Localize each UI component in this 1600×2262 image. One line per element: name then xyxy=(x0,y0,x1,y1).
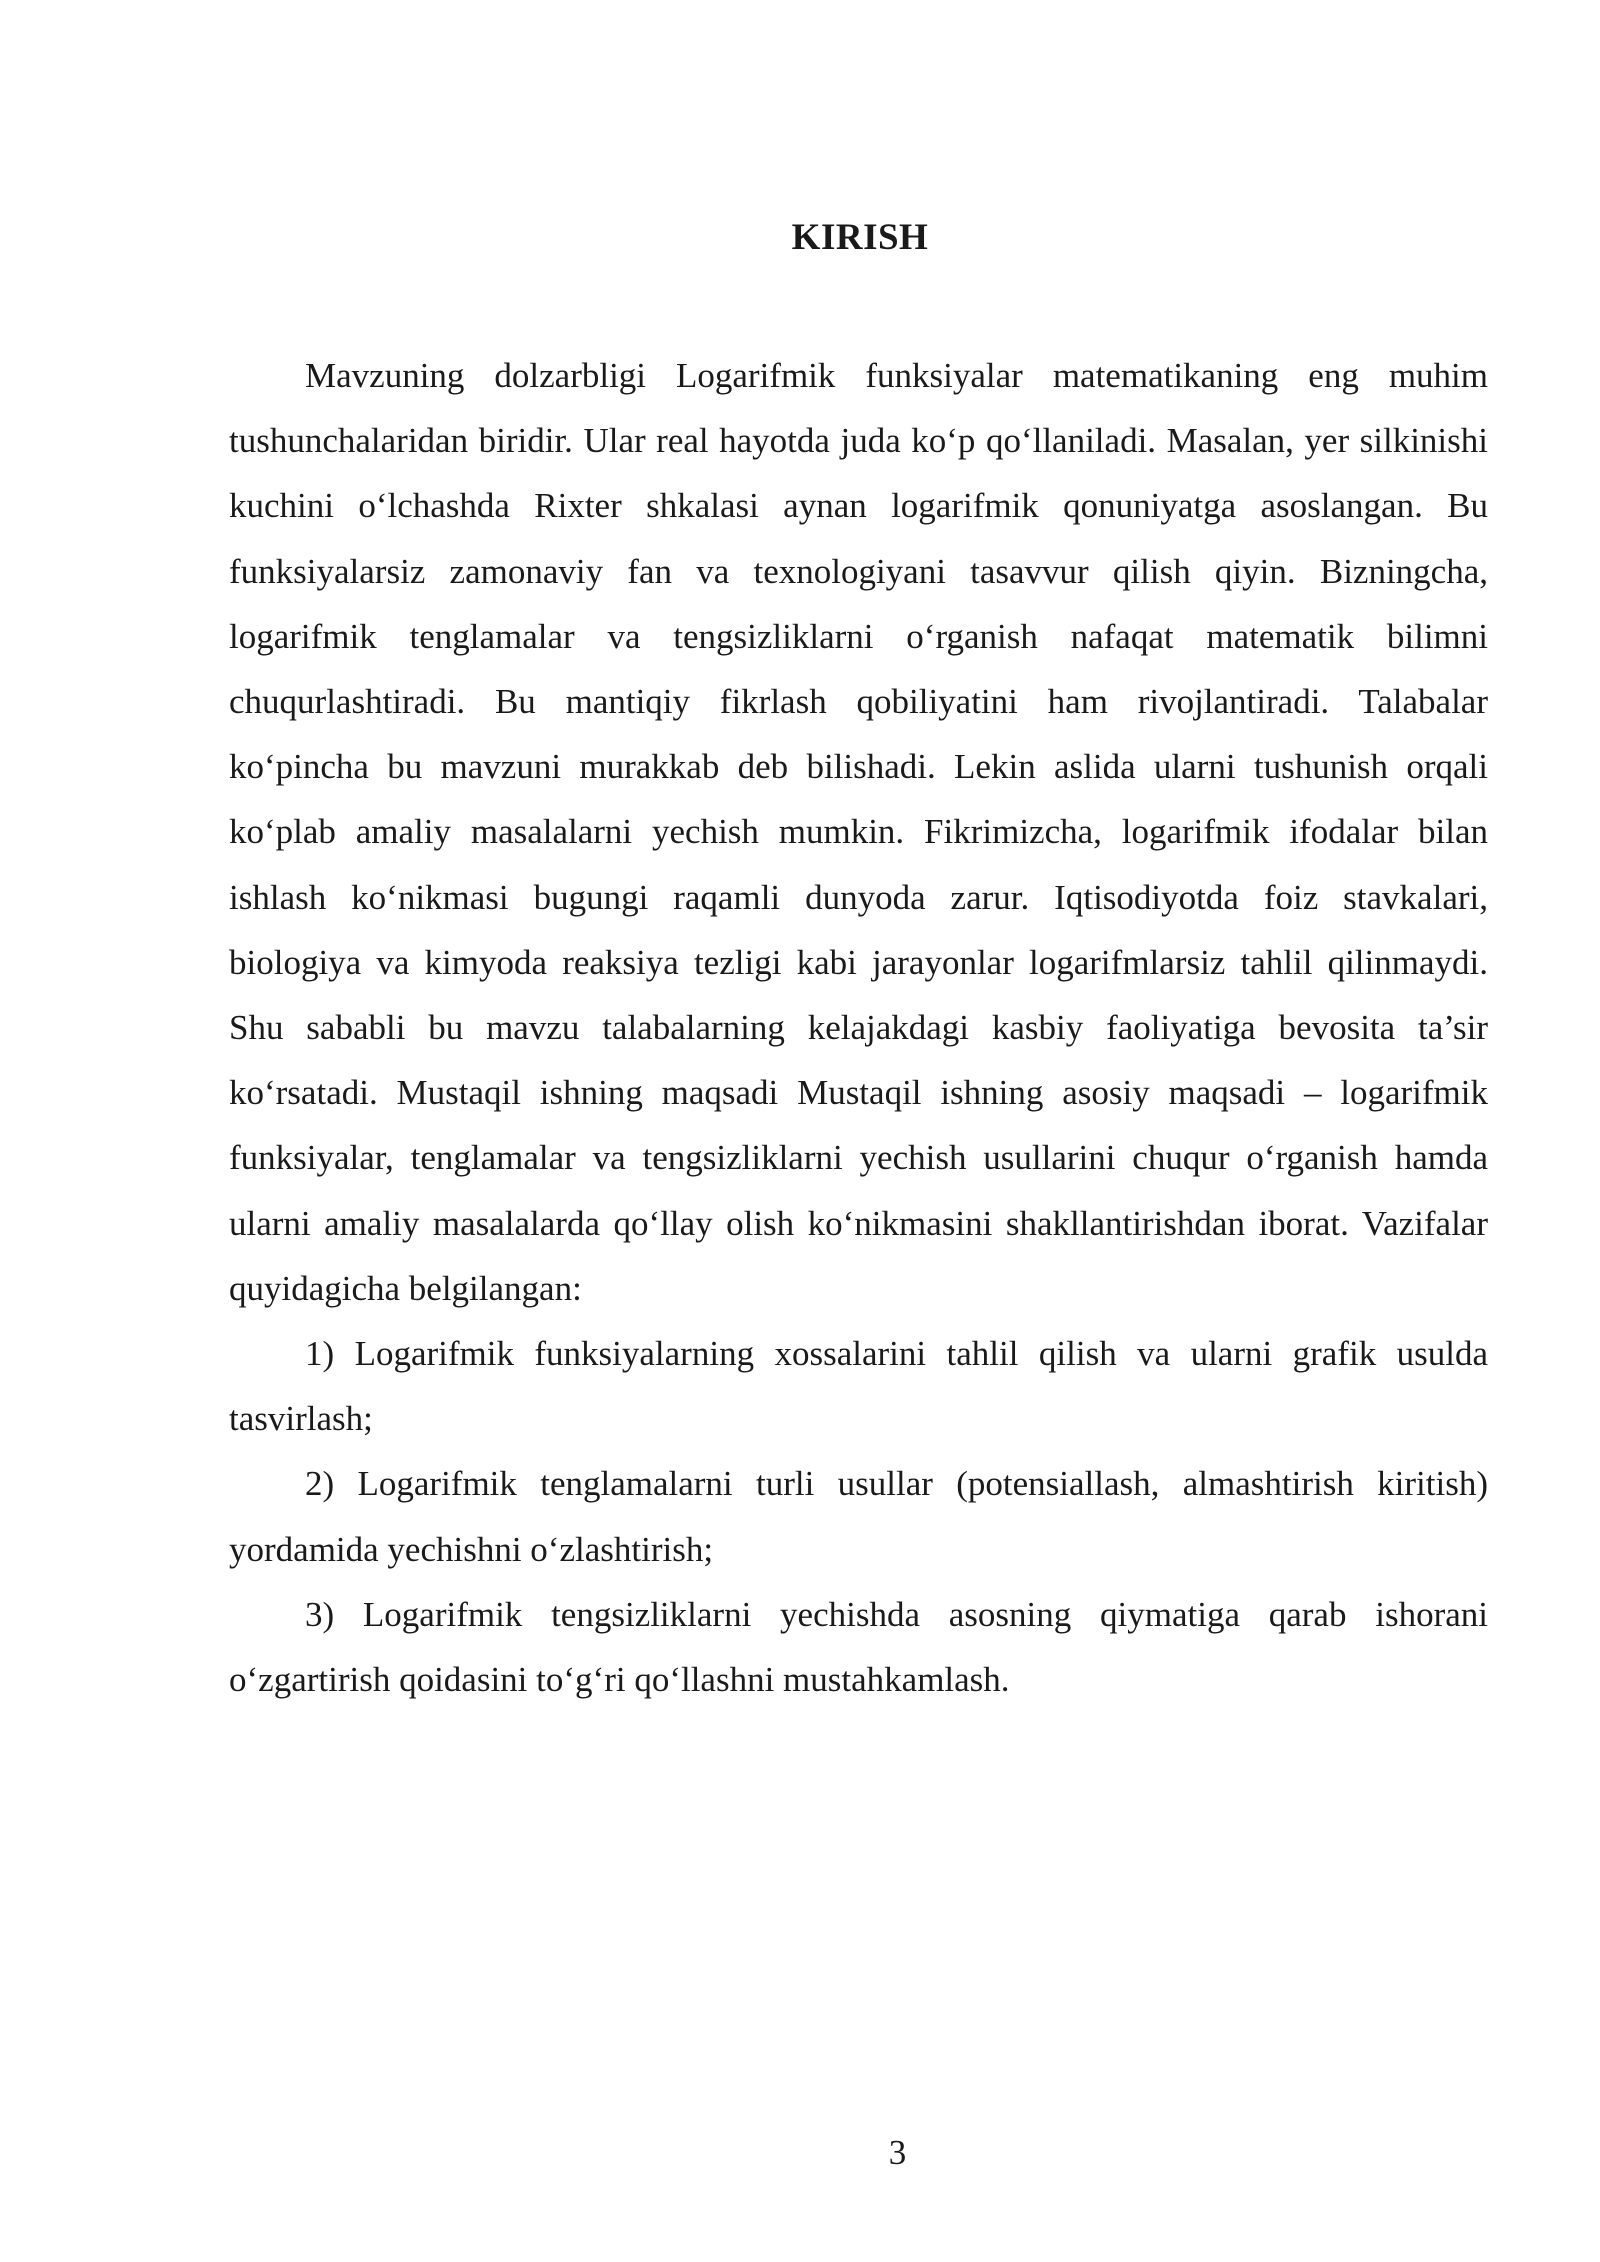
task-item-3: 3) Logarifmik tengsizliklarni yechishda asosning qiymatiga qarab ishorani o‘zgartirish qoidasini to‘g‘ri qo‘llashni mustahkamlash. xyxy=(229,1594,1488,1700)
page-number: 3 xyxy=(888,2133,907,2172)
body-text xyxy=(229,343,1488,1712)
page-heading: KIRISH xyxy=(791,217,929,258)
task-item-1: 1) Logarifmik funksiyalarning xossalarini tahlil qilish va ularni grafik usulda tasvirlash; xyxy=(229,1334,1488,1439)
intro-paragraph: Mavzuning dolzarbligi Logarifmik funksiyalar matematikaning eng muhim tushunchalaridan biridir. Ular real hayotda juda ko‘p qo‘llaniladi. Masalan, yer silkinishi kuchini o‘lchashda Rixter shkalasi aynan logarifmik qonuniyatga asoslangan. Bu funksiyalarsiz zamonaviy fan va texnologiyani tasavvur qilish qiyin. Bizningcha, logarifmik tenglamalar va tengsizliklarni o‘rganish nafaqat matematik bilimni chuqurlashtiradi. Bu mantiqiy fikrlash qobiliyatini ham rivojlantiradi. Talabalar ko‘pincha bu mavzuni murakkab deb bilishadi. Lekin aslida ularni tushunish orqali ko‘plab amaliy masalalarni yechish mumkin. Fikrimizcha, logarifmik ifodalar bilan ishlash ko‘nikmasi bugungi raqamli dunyoda zarur. Iqtisodiyotda foiz stavkalari, biologiya va kimyoda reaksiya tezligi kabi jarayonlar logarifmlarsiz tahlil qilinmaydi. Shu sababli bu mavzu talabalarning kelajakdagi kasbiy faoliyatiga bevosita ta’sir ko‘rsatadi. Mustaqil ishning maqsadi Mustaqil ishning asosiy maqsadi – logarifmik funksiyalar, tenglamalar va tengsizliklarni yechish usullarini chuqur o‘rganish hamda ularni amaliy masalalarda qo‘llay olish ko‘nikmasini shakllantirishdan iborat. Vazifalar quyidagicha belgilangan: xyxy=(229,356,1488,1308)
task-item-2: 2) Logarifmik tenglamalarni turli usullar (potensiallash, almashtirish kiritish) yordamida yechishni o‘zlashtirish; xyxy=(229,1464,1488,1569)
